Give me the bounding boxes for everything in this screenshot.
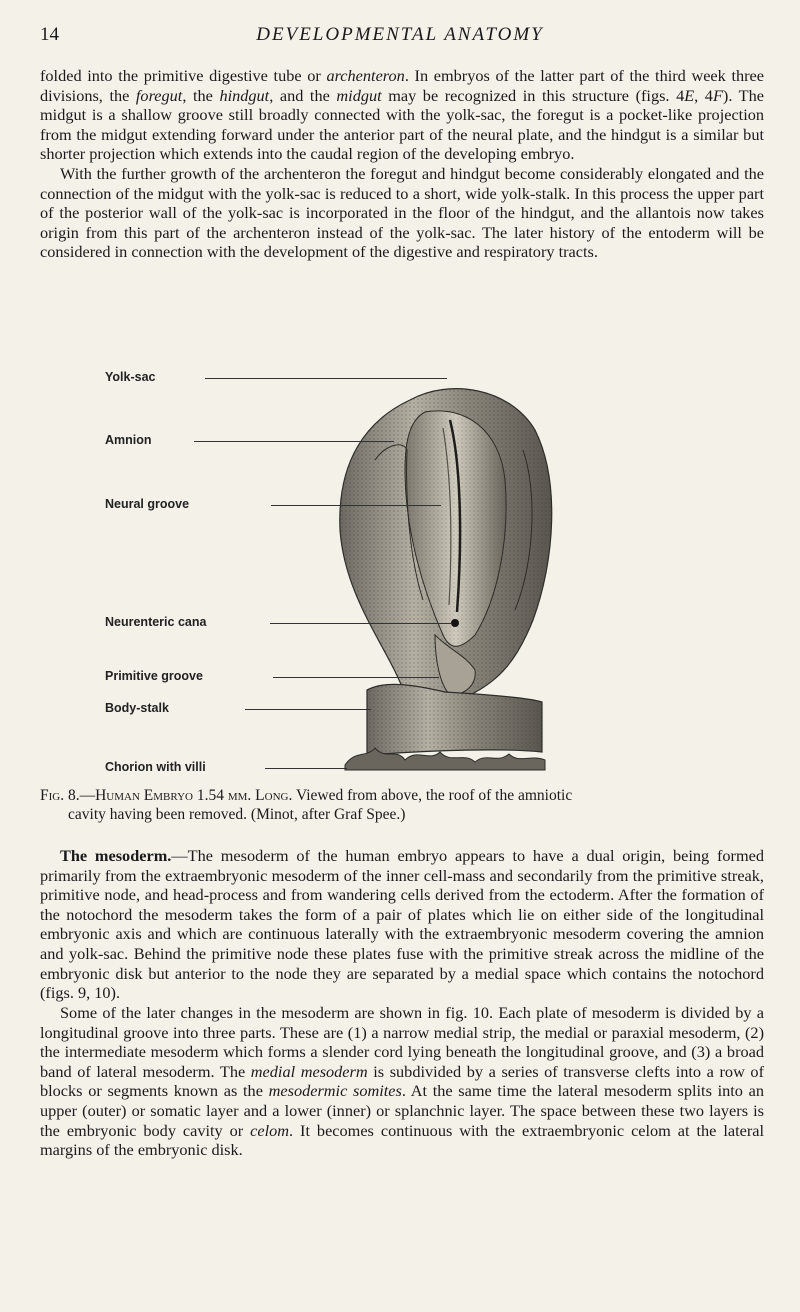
text-run: . It becomes continuous with the extraembryonic celom at the lateral margins of the embryonic disk. [40,1120,764,1160]
text-run: Some of the later changes in the mesoderm are shown in fig. 10. Each plate of mesoderm is divided by a longitudinal groove into three parts. These are (1) a narrow medial strip, the medial or paraxial mesoderm, (2) the intermediate mesoderm which forms a slender cord lying beneath the longitudinal groove, and (3) a broad band of lateral mesoderm. The [40,1003,764,1081]
figure-8-embryo [105,350,625,780]
paragraph-archenteron [40,66,764,164]
text-run: The mesoderm. [60,846,172,865]
text-run: E [684,85,695,105]
label-chorion-villi: Chorion with villi [105,760,206,774]
text-run: ). The midgut is a shallow groove still broadly connected with the yolk-sac, the foregut is a pocket-like projection from the midgut extending forward under the anterior part of the neural plate, and the hindgut is a similar but shorter projection which extends into the caudal region of the developing embryo. [40,85,764,164]
text-run: archenteron [326,66,405,85]
caption-title: Human Embryo 1.54 mm. Long. [95,787,293,804]
label-primitive-groove: Primitive groove [105,669,203,683]
text-run: . At the same time the lateral mesoderm splits into an upper (outer) or somatic layer and a lower (inner) or splanchnic layer. The space between these two layers is the embryonic body cavity or [40,1081,764,1140]
caption-fig-number: Fig. 8. [40,787,80,804]
text-run: mesodermic somites [268,1081,402,1101]
text-run: celom [250,1120,290,1140]
text-run: , the [182,85,220,105]
text-run: may be recognized in this structure (figs. 4 [381,85,685,105]
text-run: folded into the primitive digestive tube or [40,66,327,85]
label-amnion: Amnion [105,433,152,447]
text-run: F [712,85,723,105]
text-run: . In embryos of the latter part of the third week three divisions, the [40,66,764,105]
label-neurenteric-canal: Neurenteric cana [105,615,207,629]
text-run: midgut [336,85,382,105]
running-header [0,24,800,54]
paragraph-foregut-hindgut [40,164,764,262]
paragraph-mesoderm-changes [40,1003,764,1160]
text-run: —The mesoderm of the human embryo appears to have a dual origin, being formed primarily from the extraembryonic mesoderm of the inner cell-mass and secondarily from the primitive streak, primitive node, and head-process and from wandering cells derived from the ectoderm. After the formation of the notochord the mesoderm takes the form of a pair of plates which lie on either side of the longitudinal embryonic axis and which are continuous laterally with the extraembryonic mesoderm covering the amnion and yolk-sac. Behind the primitive node these plates fuse with the primitive streak across the midline of the embryonic disk but anterior to the node they are separated by a medial space which contains the notochord (figs. 9, 10). [40,846,764,1003]
page-number: 14 [40,24,59,45]
text-run: is subdivided by a series of transverse clefts into a row of blocks or segments known as the [40,1061,764,1101]
text-run: , 4 [694,85,713,105]
text-run: foregut [135,85,183,105]
label-body-stalk: Body-stalk [105,701,169,715]
running-title: DEVELOPMENTAL ANATOMY [256,24,544,45]
text-run: medial mesoderm [250,1061,368,1081]
text-run: , and the [269,85,337,105]
label-yolk-sac: Yolk-sac [105,370,156,384]
caption-text-2: cavity having been removed. (Minot, after Graf Spee.) [68,806,406,823]
figure-caption: Fig. 8.—Human Embryo 1.54 mm. Long. Viewed from above, the roof of the amniotic cavity having been removed. (Minot, after Graf Spee.) [40,786,780,824]
paragraph-mesoderm [40,846,764,1003]
text-run: hindgut [219,85,270,105]
text-run: With the further growth of the archenteron the foregut and hindgut become considerably elongated and the connection of the midgut with the yolk-sac is reduced to a short, wide yolk-stalk. In this process the upper part of the posterior wall of the yolk-sac is incorporated in the floor of the hindgut, and the allantois now takes origin from this part of the archenteron instead of the yolk-sac. The later history of the entoderm will be considered in connection with the development of the digestive and respiratory tracts. [40,164,764,262]
embryo-illustration [105,350,625,780]
caption-text-1: Viewed from above, the roof of the amniotic [292,787,573,804]
label-neural-groove: Neural groove [105,497,190,511]
